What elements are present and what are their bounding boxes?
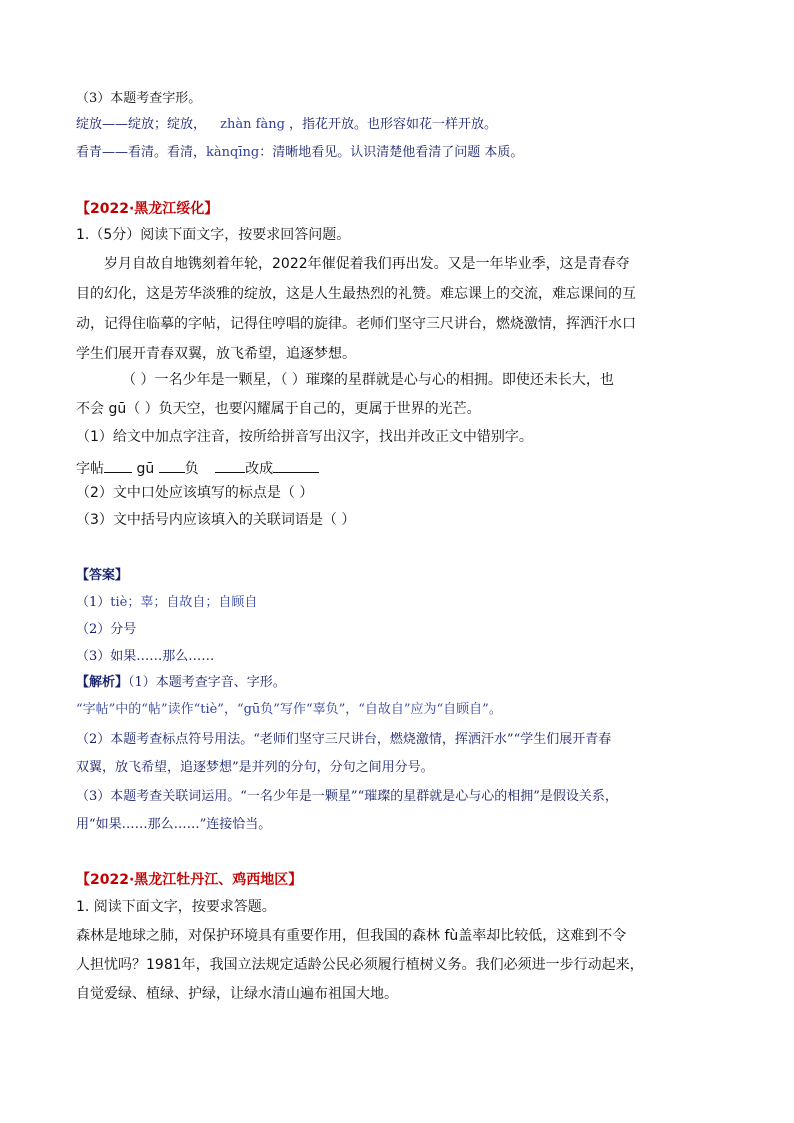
section1-question-intro: 1.（5分）阅读下面文字，按要求回答问题。 <box>76 227 351 243</box>
section2-passage-line-2: 人担忧吗？1981年，我国立法规定适龄公民必须履行植树义务。我们必须进一步行动起来， <box>76 957 644 973</box>
answer-1 <box>76 596 257 609</box>
l2-word: 看青——看清。看清， <box>76 145 207 160</box>
analysis-3-line-1: （3）本题考查关联词运用。“一名少年是一颗星”“璀璨的星群就是心与心的相拥”是假设关系， <box>76 789 618 804</box>
blank-field-3[interactable] <box>215 459 245 473</box>
l1-word: 绽放——绽放； <box>76 117 168 132</box>
q3-title: （3）本题考查字形。 <box>76 91 202 106</box>
l2-pinyin: kànqīng <box>206 145 260 160</box>
subquestion-2: （2）文中口处应该填写的标点是（ ） <box>76 485 314 501</box>
analysis-line-1 <box>76 676 286 689</box>
answer-1-prefix: （1） <box>76 595 111 610</box>
section2-passage-line-1: 森林是地球之肺，对保护环境具有重要作用，但我国的森林 fù盖率却比较低，这难到不令 <box>76 928 627 944</box>
l1-def: ，指花开放。也形容如花一样开放。 <box>289 117 498 132</box>
l1-rest: 绽放， <box>167 117 207 132</box>
answer-3: （3）如果……那么…… <box>76 649 215 664</box>
analysis-1-detail: “字帖”中的“帖”读作“tiè”，“gū负”写作“辜负”，“自故自”应为“自顾自”。 <box>76 702 502 717</box>
blank-field-1[interactable] <box>104 459 132 473</box>
analysis-2-line-1: （2）本题考查标点符号用法。“老师们坚守三尺讲台，燃烧激情，挥洒汗水”“学生们展开青春 <box>76 732 612 747</box>
passage1-line-3: 动，记得住临摹的字帖，记得住哼唱的旋律。老师们坚守三尺讲台，燃烧激情，挥洒汗水口 <box>76 316 636 332</box>
l1-pinyin: zhàn fàng <box>220 117 285 132</box>
passage1-line-2: 目的幻化，这是芳华淡雅的绽放，这是人生最热烈的礼赞。难忘课上的交流，难忘课间的互 <box>76 286 636 302</box>
answer-2: （2）分号 <box>76 622 137 637</box>
passage1-line-4: 学生们展开青春双翼，放飞希望，追逐梦想。 <box>76 346 356 362</box>
answer-1-value: tiè；辜；自故自；自顾自 <box>110 595 258 610</box>
answer-header: 【答案】 <box>76 568 129 583</box>
blank-label-a: 字帖 <box>76 461 104 477</box>
fill-blank-row <box>76 459 319 476</box>
passage2-line-1: （ ）一名少年是一颗星，（ ）璀璨的星群就是心与心的相拥。即使还未长大，也 <box>122 372 614 388</box>
subquestion-1: （1）给文中加点字注音，按所给拼音写出汉字，找出并改正文中错别字。 <box>76 429 533 445</box>
l2-def: ：清晰地看见。认识清楚他看清了问题 本质。 <box>259 145 524 160</box>
analysis-1-text: （1）本题考查字音、字形。 <box>128 675 286 690</box>
answer-line-2 <box>76 146 523 159</box>
analysis-label: 【解析】 <box>76 675 129 690</box>
analysis-2-line-2: 双翼，放飞希望，追逐梦想”是并列的分句，分句之间用分号。 <box>76 760 434 775</box>
blank-field-2[interactable] <box>159 459 185 473</box>
blank-field-4[interactable] <box>273 459 319 473</box>
section2-header: 【2022·黑龙江牡丹江、鸡西地区】 <box>76 872 303 888</box>
section2-question-intro: 1. 阅读下面文字，按要求答题。 <box>76 899 276 915</box>
subquestion-3: （3）文中括号内应该填入的关联词语是（ ） <box>76 512 356 528</box>
blank-label-d: 改成 <box>245 461 274 477</box>
section1-header: 【2022·黑龙江绥化】 <box>76 201 219 217</box>
blank-label-b: gū <box>136 461 155 477</box>
section2-passage-line-3: 自觉爱绿、植绿、护绿，让绿水清山遍布祖国大地。 <box>76 986 398 1002</box>
passage2-line-2: 不会 gū（ ）负天空，也要闪耀属于自己的，更属于世界的光芒。 <box>76 401 481 417</box>
answer-line-1 <box>76 118 497 131</box>
blank-label-c: 负 <box>184 461 199 477</box>
analysis-3-line-2: 用“如果……那么……”连接恰当。 <box>76 817 272 832</box>
passage1-line-1: 岁月自故自地镌刻着年轮，2022年催促着我们再出发。又是一年毕业季，这是青春夺 <box>104 256 630 272</box>
